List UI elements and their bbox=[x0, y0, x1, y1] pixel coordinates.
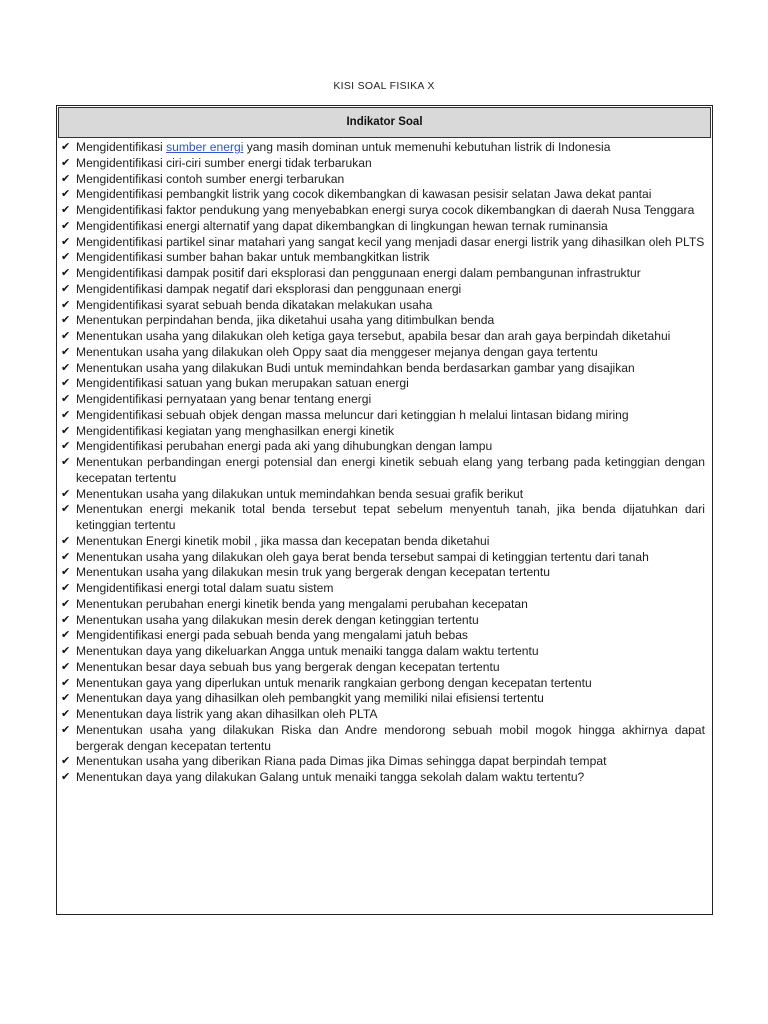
item-text: Mengidentifikasi syarat sebuah benda dikatakan melakukan usaha bbox=[76, 297, 433, 312]
list-item bbox=[61, 487, 705, 503]
list-item bbox=[61, 266, 705, 282]
list-item bbox=[61, 613, 705, 629]
checkmark-icon: ✔ bbox=[61, 566, 71, 579]
checkmark-icon: ✔ bbox=[61, 393, 71, 405]
checkmark-icon: ✔ bbox=[61, 613, 71, 626]
checkmark-icon: ✔ bbox=[61, 503, 71, 516]
list-item bbox=[61, 439, 705, 455]
item-text: Mengidentifikasi sebuah objek dengan massa meluncur dari ketinggian h melalui lintasan bidang miring bbox=[76, 407, 629, 422]
item-text: Mengidentifikasi energi alternatif yang dapat dikembangkan di lingkungan hewan ternak ruminansia bbox=[76, 218, 608, 233]
item-text: Menentukan energi mekanik total benda tersebut tepat sebelum menyentuh tanah, jika benda dijatuhkan dari ketinggian tertentu bbox=[76, 502, 705, 532]
checkmark-icon: ✔ bbox=[61, 282, 71, 295]
list-item bbox=[61, 408, 705, 424]
item-text: Mengidentifikasi sumber bahan bakar untuk membangkitkan listrik bbox=[76, 250, 430, 265]
checkmark-icon: ✔ bbox=[61, 597, 71, 610]
checkmark-icon: ✔ bbox=[61, 314, 71, 327]
item-text: Menentukan perbandingan energi potensial dan energi kinetik sebuah elang yang terbang pada ketinggian dengan kecepatan tertentu bbox=[76, 455, 705, 485]
checkmark-icon: ✔ bbox=[61, 676, 71, 689]
checkmark-icon: ✔ bbox=[61, 141, 71, 153]
item-text: Menentukan daya yang dikeluarkan Angga untuk menaiki tangga dalam waktu tertentu bbox=[76, 644, 539, 658]
item-text: Menentukan usaha yang dilakukan oleh Oppy saat dia menggeser mejanya dengan gaya tertentu bbox=[76, 344, 598, 359]
list-item bbox=[61, 345, 705, 361]
checkmark-icon: ✔ bbox=[61, 156, 71, 169]
item-text: Menentukan usaha yang dilakukan mesin truk yang bergerak dengan kecepatan tertentu bbox=[76, 565, 550, 580]
item-text: Mengidentifikasi pernyataan yang benar tentang energi bbox=[76, 392, 372, 406]
checkmark-icon: ✔ bbox=[61, 629, 71, 642]
item-text: Menentukan daya yang dilakukan Galang untuk menaiki tangga sekolah dalam waktu tertentu? bbox=[76, 770, 585, 784]
list-item bbox=[61, 298, 705, 314]
item-text: Mengidentifikasi partikel sinar matahari yang sangat kecil yang menjadi dasar energi listrik yang dihasilkan oleh PLTS bbox=[76, 234, 705, 249]
list-item bbox=[61, 597, 705, 613]
checkmark-icon: ✔ bbox=[61, 692, 71, 705]
list-item bbox=[61, 455, 705, 487]
list-item bbox=[61, 770, 705, 786]
item-text: Menentukan usaha yang dilakukan mesin derek dengan ketinggian tertentu bbox=[76, 612, 479, 627]
list-item bbox=[61, 644, 705, 660]
checkmark-icon: ✔ bbox=[61, 267, 71, 279]
list-item bbox=[61, 235, 705, 251]
list-item bbox=[61, 565, 705, 581]
list-item bbox=[61, 424, 705, 440]
list-item bbox=[61, 376, 705, 392]
list-item bbox=[61, 313, 705, 329]
checkmark-icon: ✔ bbox=[61, 235, 71, 248]
list-item bbox=[61, 282, 705, 298]
checkmark-icon: ✔ bbox=[61, 487, 71, 500]
item-text: Menentukan daya yang dihasilkan oleh pembangkit yang memiliki nilai efisiensi tertentu bbox=[76, 691, 544, 706]
item-text: Menentukan usaha yang dilakukan Budi untuk memindahkan benda berdasarkan gambar yang disajikan bbox=[76, 360, 635, 375]
list-item bbox=[61, 392, 705, 408]
item-text: Menentukan usaha yang diberikan Riana pada Dimas jika Dimas sehingga dapat berpindah tempat bbox=[76, 754, 607, 769]
list-item bbox=[61, 707, 705, 723]
document-title: KISI SOAL FISIKA X bbox=[333, 80, 435, 92]
list-item bbox=[61, 660, 705, 676]
list-item bbox=[61, 172, 705, 188]
checkmark-icon: ✔ bbox=[61, 330, 71, 342]
list-item bbox=[61, 676, 705, 692]
checkmark-icon: ✔ bbox=[61, 645, 71, 657]
checkmark-icon: ✔ bbox=[61, 345, 71, 358]
checkmark-icon: ✔ bbox=[61, 298, 71, 311]
list-item bbox=[61, 203, 705, 219]
checkmark-icon: ✔ bbox=[61, 251, 71, 264]
checkmark-icon: ✔ bbox=[61, 660, 71, 673]
checkmark-icon: ✔ bbox=[61, 440, 71, 453]
item-text: Menentukan usaha yang dilakukan oleh gaya berat benda tersebut sampai di ketinggian tertentu dari tanah bbox=[76, 549, 649, 564]
list-item bbox=[61, 250, 705, 266]
checkmark-icon: ✔ bbox=[61, 408, 71, 421]
indicator-table bbox=[56, 105, 713, 915]
sumber-energi-link[interactable]: sumber energi bbox=[166, 140, 244, 154]
checkmark-icon: ✔ bbox=[61, 172, 71, 185]
list-item bbox=[61, 628, 705, 644]
item-text: Menentukan perubahan energi kinetik benda yang mengalami perubahan kecepatan bbox=[76, 596, 528, 611]
item-text-suffix: yang masih dominan untuk memenuhi kebutuhan listrik di Indonesia bbox=[243, 140, 611, 154]
table-header: Indikator Soal bbox=[58, 107, 711, 138]
list-item bbox=[61, 691, 705, 707]
item-text: Mengidentifikasi contoh sumber energi terbarukan bbox=[76, 171, 345, 186]
item-text: Menentukan perpindahan benda, jika diketahui usaha yang ditimbulkan benda bbox=[76, 313, 495, 328]
item-text: Mengidentifikasi perubahan energi pada aki yang dihubungkan dengan lampu bbox=[76, 439, 493, 454]
checkmark-icon: ✔ bbox=[61, 456, 71, 468]
checkmark-icon: ✔ bbox=[61, 723, 71, 736]
item-text: Menentukan Energi kinetik mobil , jika massa dan kecepatan benda diketahui bbox=[76, 533, 490, 548]
checkmark-icon: ✔ bbox=[61, 424, 71, 437]
item-text: Mengidentifikasi faktor pendukung yang menyebabkan energi surya cocok dikembangkan di daerah Nusa Tenggara bbox=[76, 203, 695, 217]
item-text: Menentukan usaha yang dilakukan oleh ketiga gaya tersebut, apabila besar dan arah gaya berpindah diketahui bbox=[76, 329, 671, 343]
checkmark-icon: ✔ bbox=[61, 582, 71, 594]
item-text: Menentukan usaha yang dilakukan Riska dan Andre mendorong sebuah mobil mogok hingga akhirnya dapat bergerak dengan kecepatan tertentu bbox=[76, 722, 705, 753]
list-item bbox=[61, 550, 705, 566]
list-item bbox=[61, 723, 705, 755]
checkmark-icon: ✔ bbox=[61, 204, 71, 216]
item-text: Mengidentifikasi satuan yang bukan merupakan satuan energi bbox=[76, 376, 409, 391]
list-item bbox=[61, 219, 705, 235]
item-text: Mengidentifikasi dampak positif dari eksplorasi dan penggunaan energi dalam pembangunan infrastruktur bbox=[76, 266, 641, 280]
item-text: Menentukan besar daya sebuah bus yang bergerak dengan kecepatan tertentu bbox=[76, 659, 500, 674]
list-item bbox=[61, 156, 705, 172]
item-text: Mengidentifikasi pembangkit listrik yang cocok dikembangkan di kawasan pesisir selatan Jawa dekat pantai bbox=[76, 187, 652, 202]
list-item bbox=[61, 502, 705, 534]
list-item bbox=[61, 534, 705, 550]
checkmark-icon: ✔ bbox=[61, 534, 71, 547]
list-item bbox=[61, 187, 705, 203]
item-text: Menentukan daya listrik yang akan dihasilkan oleh PLTA bbox=[76, 707, 378, 721]
list-item bbox=[61, 581, 705, 597]
item-text: Mengidentifikasi dampak negatif dari eksplorasi dan penggunaan energi bbox=[76, 281, 462, 296]
checkmark-icon: ✔ bbox=[61, 377, 71, 390]
item-text: Mengidentifikasi energi pada sebuah benda yang mengalami jatuh bebas bbox=[76, 628, 468, 643]
item-text: Menentukan usaha yang dilakukan untuk memindahkan benda sesuai grafik berikut bbox=[76, 486, 524, 501]
checkmark-icon: ✔ bbox=[61, 219, 71, 232]
checkmark-icon: ✔ bbox=[61, 708, 71, 720]
item-text: Mengidentifikasi kegiatan yang menghasilkan energi kinetik bbox=[76, 423, 394, 438]
checkmark-icon: ✔ bbox=[61, 771, 71, 783]
indicator-list bbox=[61, 140, 705, 786]
checkmark-icon: ✔ bbox=[61, 361, 71, 374]
checkmark-icon: ✔ bbox=[61, 550, 71, 563]
checkmark-icon: ✔ bbox=[61, 188, 71, 201]
list-item bbox=[61, 361, 705, 377]
list-item bbox=[61, 329, 705, 345]
list-item bbox=[61, 754, 705, 770]
list-item bbox=[61, 140, 705, 156]
item-text: Mengidentifikasi ciri-ciri sumber energi tidak terbarukan bbox=[76, 155, 372, 170]
item-text: Menentukan gaya yang diperlukan untuk menarik rangkaian gerbong dengan kecepatan tertentu bbox=[76, 675, 592, 690]
checkmark-icon: ✔ bbox=[61, 755, 71, 768]
item-text: Mengidentifikasi energi total dalam suatu sistem bbox=[76, 581, 334, 595]
item-text-prefix: Mengidentifikasi bbox=[76, 140, 167, 154]
